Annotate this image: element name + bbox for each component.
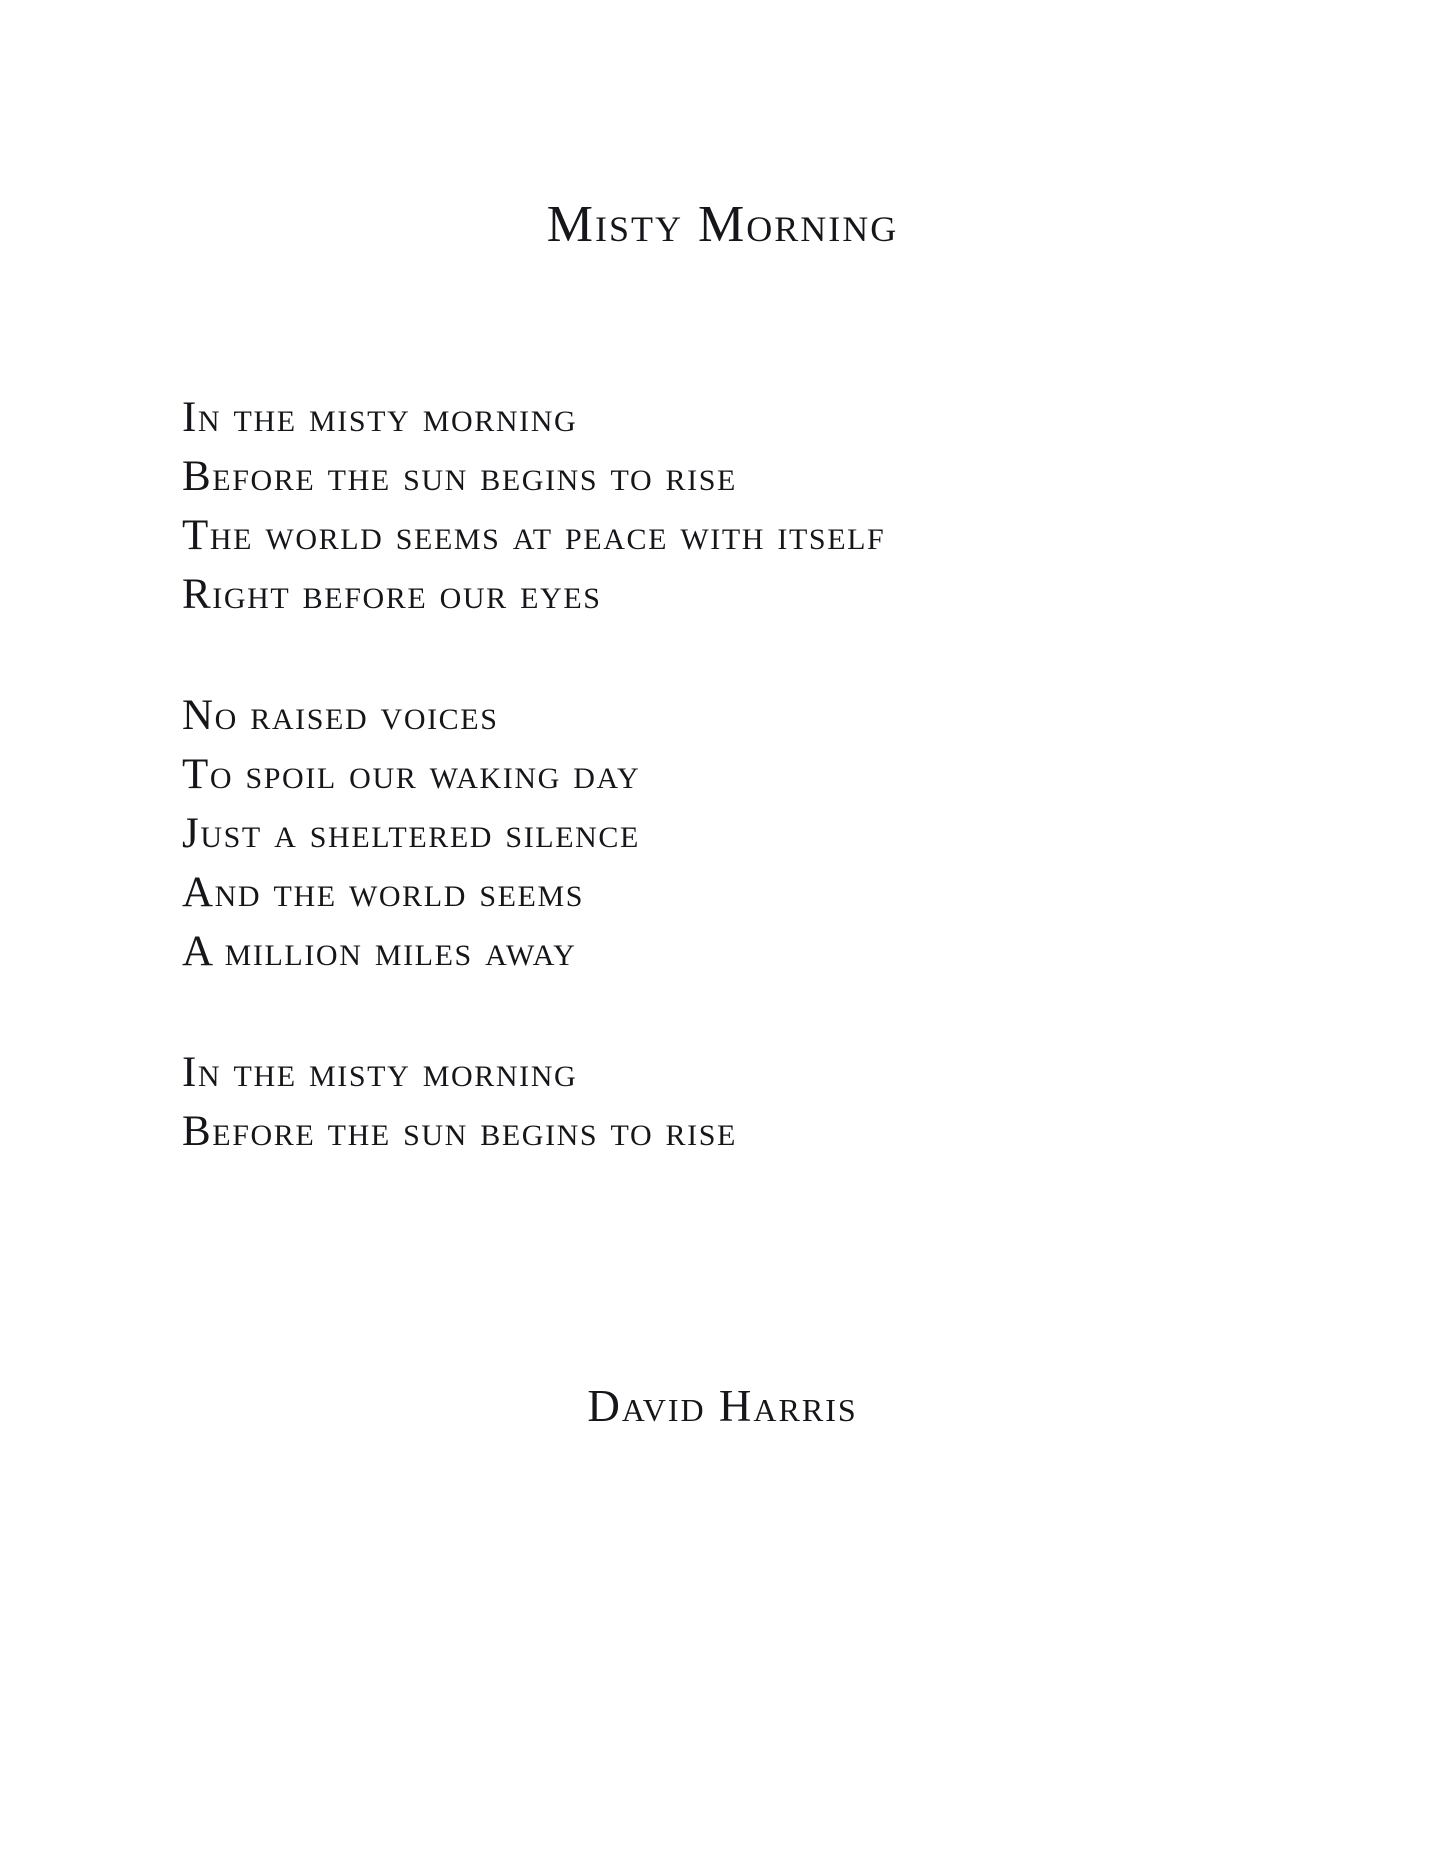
poem-line: Before the sun begins to rise bbox=[182, 1108, 737, 1155]
author-name: David Harris bbox=[587, 1381, 858, 1431]
poem-line: The world seems at peace with itself bbox=[182, 512, 886, 559]
page-title: Misty Morning bbox=[546, 196, 899, 253]
poem-line: And the world seems bbox=[182, 869, 585, 916]
poem-line: In the misty morning bbox=[182, 394, 578, 441]
stanza bbox=[182, 1043, 1282, 1161]
stanza bbox=[182, 388, 1282, 624]
poem-line: No raised voices bbox=[182, 692, 499, 739]
poem-line: Right before our eyes bbox=[182, 571, 602, 618]
poem-line: Before the sun begins to rise bbox=[182, 453, 737, 500]
poem-line: Just a sheltered silence bbox=[182, 810, 640, 857]
poem-body bbox=[182, 388, 1282, 1161]
poem-line: A million miles away bbox=[182, 928, 577, 975]
stanza bbox=[182, 686, 1282, 981]
poem-line: In the misty morning bbox=[182, 1049, 578, 1096]
poem-line: To spoil our waking day bbox=[182, 751, 641, 798]
